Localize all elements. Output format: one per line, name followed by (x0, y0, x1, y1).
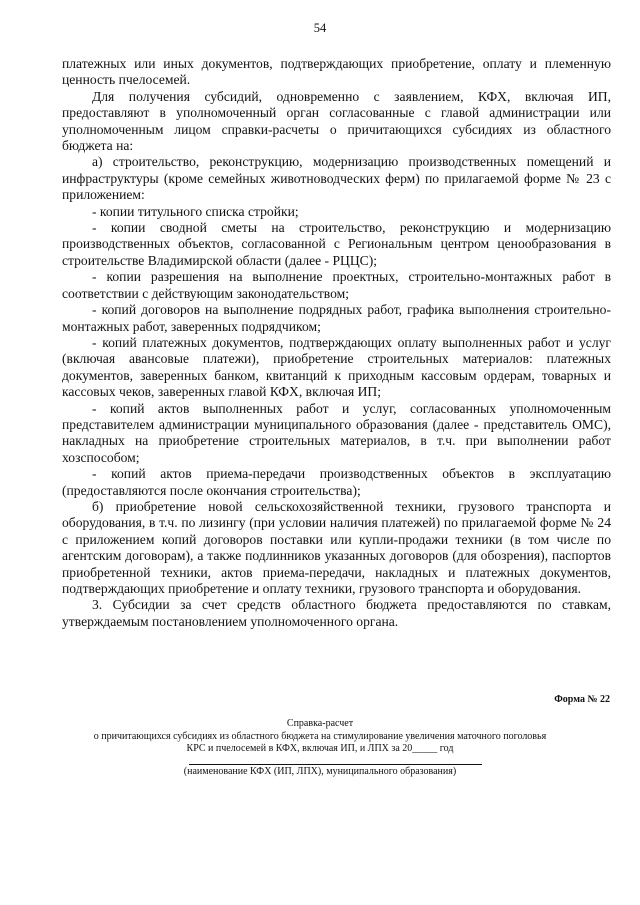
list-item-permit: - копии разрешения на выполнение проектных, строительно-монтажных работ в соответствии с действующим законодательством; (62, 269, 611, 301)
list-item-payments: - копий платежных документов, подтверждающих оплату выполненных работ и услуг (включая авансовые платежи), приобретение строительных материалов: платежных документов, заверенных банком, квитанций к приходным кассовым ордерам, товарных и кассовых чеков, заверенных главой КФХ, включая ИП; (62, 334, 611, 400)
body-text (62, 56, 611, 630)
paragraph-rates: 3. Субсидии за счет средств областного бюджета предоставляются по ставкам, утверждаемым постановлением уполномоченного органа. (62, 597, 611, 629)
paragraph-item-b: б) приобретение новой сельскохозяйственной техники, грузового транспорта и оборудования, в т.ч. по лизингу (при условии наличия платежей) по прилагаемой форме № 24 с приложением копий договоров поставки или купли-продажи техники (в том числе по агентским договорам), а также подлинников указанных договоров (для обозрения), паспортов приобретенной техники, актов приема-передачи, накладных и платежных документов, подтверждающих приобретение и оплату техники, грузового транспорта и оборудования. (62, 498, 611, 596)
paragraph-submission: Для получения субсидий, одновременно с заявлением, КФХ, включая ИП, предоставляют в уполномоченный орган согласованные с главой администрации или уполномоченным лицом справки-расчеты о причитающихся субсидиях из областного бюджета на: (62, 88, 611, 154)
form-title: Справка-расчет (286, 718, 354, 729)
list-item-acts: - копий актов выполненных работ и услуг, согласованных уполномоченным представителем администрации муниципального образования (далее - представитель ОМС), накладных на приобретение строительных материалов, в т.ч. при выполнении работ хозспособом; (62, 400, 611, 465)
form-name-caption: (наименование КФХ (ИП, ЛПХ), муниципального образования) (183, 766, 457, 777)
form-subtitle-line2: КРС и пчелосемей в КФХ, включая ИП, и ЛПХ за 20_____ год (186, 743, 454, 754)
page-number: 54 (313, 21, 327, 35)
paragraph-item-a: а) строительство, реконструкцию, модернизацию производственных помещений и инфраструктуры (кроме семейных животноводческих ферм) по прилагаемой форме № 23 с приложением: (62, 154, 611, 203)
form-name-line (189, 764, 482, 765)
form-subtitle-line1: о причитающихся субсидиях из областного бюджета на стимулирование увеличения маточного поголовья (93, 730, 547, 742)
list-item-estimate: - копии сводной сметы на строительство, реконструкцию и модернизацию производственных объектов, согласованной с Региональным центром ценообразования в строительстве Владимирской области (далее - РЦЦС); (62, 220, 611, 268)
list-item-contracts: - копий договоров на выполнение подрядных работ, графика выполнения строительно-монтажных работ, заверенных подрядчиком; (62, 302, 611, 334)
paragraph-continuation: платежных или иных документов, подтверждающих приобретение, оплату и племенную ценность пчелосемей. (62, 56, 611, 88)
list-item-title-list: - копии титульного списка стройки; (92, 203, 299, 219)
list-item-acceptance: - копий актов приема-передачи производственных объектов в эксплуатацию (предоставляются после окончания строительства); (62, 466, 611, 498)
form-heading (0, 718, 640, 756)
form-number: Форма № 22 (554, 694, 610, 705)
